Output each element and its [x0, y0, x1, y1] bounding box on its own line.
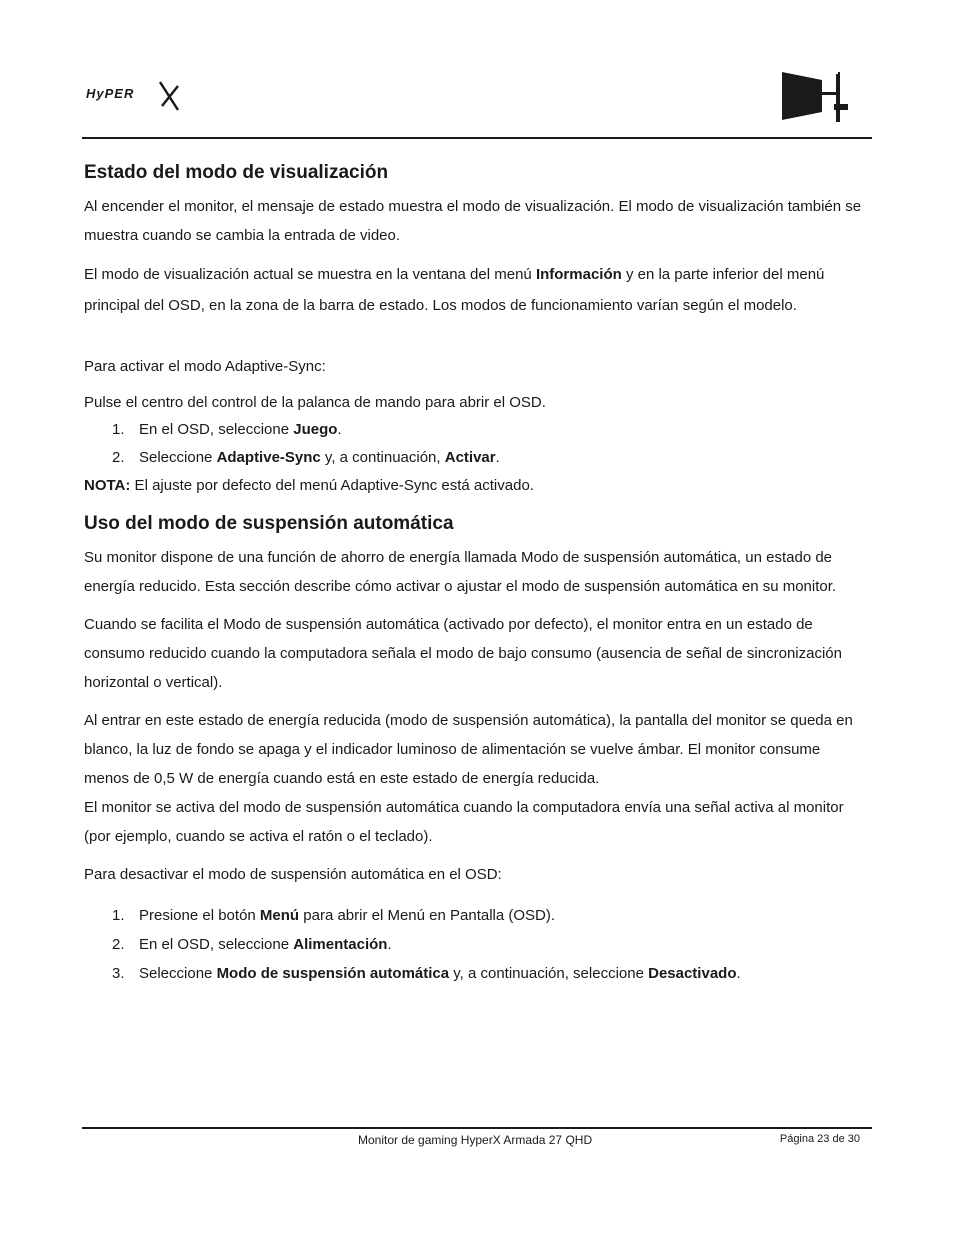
list-item: [84, 417, 864, 442]
step-text: Seleccione Modo de suspensión automática y, a continuación, seleccione Desactivado.: [139, 965, 741, 982]
paragraph: Cuando se facilita el Modo de suspensión automática (activado por defecto), el monitor entra en un estado de consumo reducido cuando la computadora señala el modo de bajo consumo (ausencia de señal de sincronización horizontal o vertical).: [84, 616, 842, 691]
step-text: Presione el botón Menú para abrir el Menú en Pantalla (OSD).: [139, 907, 556, 924]
step-text: En el OSD, seleccione Juego.: [139, 421, 342, 438]
steps-list: [84, 417, 864, 473]
step-number: 3.: [112, 965, 125, 982]
monitor-arm-icon: [778, 70, 854, 124]
header-divider: [82, 137, 872, 139]
step-number: 2.: [112, 449, 125, 466]
paragraph: Para desactivar el modo de suspensión automática en el OSD:: [84, 866, 502, 883]
section-heading-display-mode: Estado del modo de visualización: [84, 162, 389, 183]
step-number: 1.: [112, 421, 125, 438]
paragraph: El monitor se activa del modo de suspensión automática cuando la computadora envía una señal activa al monitor (por ejemplo, cuando se activa el ratón o el teclado).: [84, 799, 844, 845]
list-item: [84, 442, 864, 473]
list-item: [84, 901, 864, 930]
paragraph: Al entrar en este estado de energía reducida (modo de suspensión automática), la pantalla del monitor se queda en blanco, la luz de fondo se apaga y el indicador luminoso de alimentación se vuelve ámbar. El monitor consume menos de 0,5 W de energía cuando está en este estado de energía reducida.: [84, 712, 853, 787]
paragraph: Su monitor dispone de una función de ahorro de energía llamada Modo de suspensión automática, un estado de energía reducido. Esta sección describe cómo activar o ajustar el modo de suspensión automática en su monitor.: [84, 549, 837, 595]
hyperx-logo: [84, 80, 182, 112]
step-text: En el OSD, seleccione Alimentación.: [139, 936, 392, 953]
list-item: [84, 959, 864, 988]
paragraph: Al encender el monitor, el mensaje de estado muestra el modo de visualización. El modo de visualización también se muestra cuando se cambia la entrada de video.: [84, 198, 862, 244]
page-content: [84, 158, 864, 988]
paragraph: Pulse el centro del control de la palanca de mando para abrir el OSD.: [84, 394, 546, 411]
step-text: Seleccione Adaptive-Sync y, a continuación, Activar.: [139, 449, 500, 466]
footer-title: Monitor de gaming HyperX Armada 27 QHD: [358, 1133, 593, 1147]
paragraph: Para activar el modo Adaptive-Sync:: [84, 358, 326, 375]
steps-list: [84, 901, 864, 988]
paragraph: El modo de visualización actual se muestra en la ventana del menú Información y en la parte inferior del menú principal del OSD, en la zona de la barra de estado. Los modos de funcionamiento varían según el modelo.: [84, 266, 825, 314]
step-number: 1.: [112, 907, 125, 924]
page-number: Página 23 de 30: [779, 1133, 860, 1145]
step-number: 2.: [112, 936, 125, 953]
note: NOTA: El ajuste por defecto del menú Adaptive-Sync está activado.: [84, 477, 534, 494]
section-heading-auto-sleep: Uso del modo de suspensión automática: [84, 513, 454, 534]
footer-divider: [82, 1127, 872, 1129]
list-item: [84, 930, 864, 959]
svg-text:HyPER: HyPER: [86, 86, 135, 101]
